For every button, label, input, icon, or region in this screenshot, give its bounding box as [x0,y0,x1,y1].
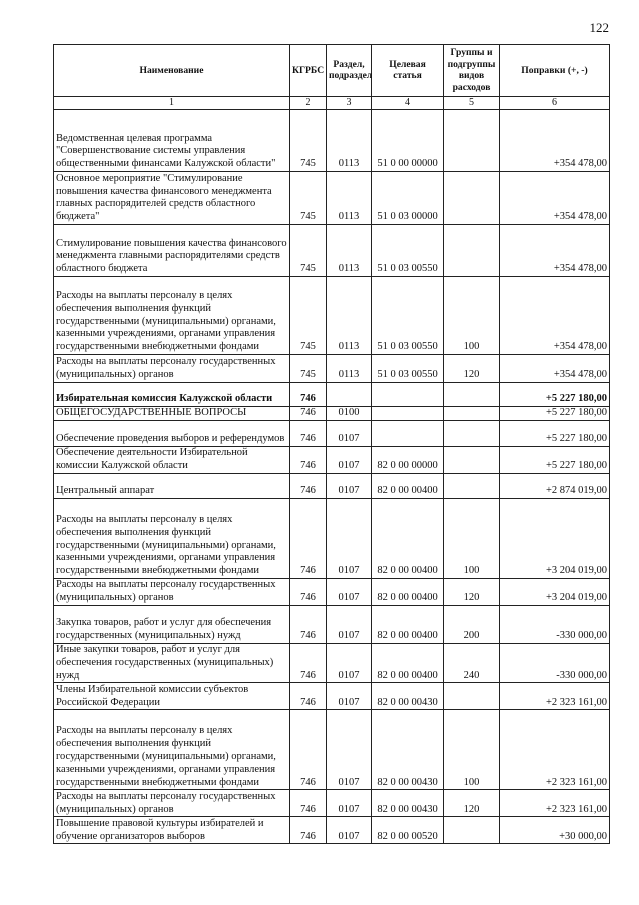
row-amount: -330 000,00 [500,606,610,644]
row-amount: +5 227 180,00 [500,407,610,421]
row-kgrbs: 745 [290,277,327,355]
row-amount: +354 478,00 [500,172,610,225]
page-number: 122 [589,20,609,35]
row-target: 82 0 00 00400 [372,579,444,606]
row-group [444,172,500,225]
column-number: 6 [500,96,610,109]
row-name: Расходы на выплаты персоналу государственных (муниципальных) органов [54,790,290,817]
row-amount: +3 204 019,00 [500,579,610,606]
row-section: 0113 [327,225,372,277]
table-row [54,790,610,817]
row-target: 82 0 00 00430 [372,790,444,817]
row-amount: -330 000,00 [500,644,610,683]
row-target: 82 0 00 00520 [372,817,444,844]
table-row [54,644,610,683]
row-name: Расходы на выплаты персоналу в целях обеспечения выполнения функций государственными (муниципальными) органами, казенными учреждениями, органами управления государственными внебюджетными фондами [54,277,290,355]
column-number: 5 [444,96,500,109]
row-name: Стимулирование повышения качества финансового менеджмента главными распорядителями средств областного бюджета [54,225,290,277]
row-group: 120 [444,355,500,383]
row-group [444,817,500,844]
column-number: 3 [327,96,372,109]
table-row [54,383,610,407]
row-name: Ведомственная целевая программа "Совершенствование системы управления общественными финансами Калужской области" [54,110,290,172]
row-section: 0107 [327,790,372,817]
table-row [54,172,610,225]
row-target: 82 0 00 00400 [372,644,444,683]
row-amount: +5 227 180,00 [500,421,610,447]
row-group [444,225,500,277]
row-name: Члены Избирательной комиссии субъектов Российской Федерации [54,683,290,710]
row-group: 100 [444,277,500,355]
row-kgrbs: 746 [290,407,327,421]
column-number: 4 [372,96,444,109]
row-section: 0107 [327,644,372,683]
row-kgrbs: 746 [290,790,327,817]
table-row [54,407,610,421]
row-kgrbs: 746 [290,606,327,644]
row-section: 0113 [327,110,372,172]
row-target: 51 0 03 00550 [372,225,444,277]
header-section: Раздел, подраздел [327,45,372,97]
column-number: 2 [290,96,327,109]
row-group: 120 [444,579,500,606]
row-kgrbs: 745 [290,355,327,383]
row-section [327,383,372,407]
row-target: 51 0 03 00000 [372,172,444,225]
row-name: Центральный аппарат [54,474,290,499]
row-kgrbs: 746 [290,710,327,790]
table-row [54,579,610,606]
row-group: 120 [444,790,500,817]
table-row [54,355,610,383]
row-amount: +354 478,00 [500,277,610,355]
row-name: Избирательная комиссия Калужской области [54,383,290,407]
row-target: 82 0 00 00400 [372,499,444,579]
row-section: 0107 [327,499,372,579]
row-name: Обеспечение деятельности Избирательной комиссии Калужской области [54,447,290,474]
row-amount: +2 874 019,00 [500,474,610,499]
row-target: 51 0 03 00550 [372,355,444,383]
header-groups: Группы и подгруппы видов расходов [444,45,500,97]
table-row [54,474,610,499]
table-row [54,817,610,844]
table-row [54,606,610,644]
row-section: 0100 [327,407,372,421]
row-group: 240 [444,644,500,683]
row-target: 82 0 00 00400 [372,474,444,499]
row-kgrbs: 746 [290,383,327,407]
row-amount: +30 000,00 [500,817,610,844]
row-amount: +354 478,00 [500,355,610,383]
row-amount: +2 323 161,00 [500,710,610,790]
table-row [54,683,610,710]
row-kgrbs: 746 [290,421,327,447]
table-row [54,447,610,474]
row-section: 0107 [327,474,372,499]
row-group [444,383,500,407]
row-name: Расходы на выплаты персоналу государственных (муниципальных) органов [54,355,290,383]
row-kgrbs: 746 [290,499,327,579]
row-name: Закупка товаров, работ и услуг для обеспечения государственных (муниципальных) нужд [54,606,290,644]
header-name: Наименование [54,45,290,97]
table-row [54,225,610,277]
row-name: Расходы на выплаты персоналу в целях обеспечения выполнения функций государственными (муниципальными) органами, казенными учреждениями, органами управления государственными внебюджетными фондами [54,499,290,579]
row-amount: +354 478,00 [500,225,610,277]
row-group [444,421,500,447]
row-name: Повышение правовой культуры избирателей и обучение организаторов выборов [54,817,290,844]
row-target: 82 0 00 00000 [372,447,444,474]
row-kgrbs: 746 [290,447,327,474]
row-amount: +3 204 019,00 [500,499,610,579]
row-section: 0107 [327,579,372,606]
row-section: 0113 [327,277,372,355]
row-name: Основное мероприятие "Стимулирование повышения качества финансового менеджмента главных распорядителей средств областного бюджета" [54,172,290,225]
table-row [54,110,610,172]
row-name: ОБЩЕГОСУДАРСТВЕННЫЕ ВОПРОСЫ [54,407,290,421]
row-amount: +2 323 161,00 [500,790,610,817]
table-row [54,421,610,447]
row-target: 51 0 00 00000 [372,110,444,172]
row-kgrbs: 745 [290,110,327,172]
row-target [372,421,444,447]
row-name: Иные закупки товаров, работ и услуг для обеспечения государственных (муниципальных) нужд [54,644,290,683]
row-group [444,447,500,474]
table-row [54,499,610,579]
row-amount: +2 323 161,00 [500,683,610,710]
row-kgrbs: 746 [290,644,327,683]
row-amount: +5 227 180,00 [500,447,610,474]
row-section: 0107 [327,683,372,710]
budget-table [53,44,610,844]
row-section: 0107 [327,606,372,644]
row-name: Расходы на выплаты персоналу в целях обеспечения выполнения функций государственными (муниципальными) органами, казенными учреждениями, органами управления государственными внебюджетными фондами [54,710,290,790]
row-target: 51 0 03 00550 [372,277,444,355]
row-name: Расходы на выплаты персоналу государственных (муниципальных) органов [54,579,290,606]
row-section: 0107 [327,421,372,447]
row-amount: +354 478,00 [500,110,610,172]
row-kgrbs: 746 [290,817,327,844]
row-group: 200 [444,606,500,644]
column-number: 1 [54,96,290,109]
header-target: Целевая статья [372,45,444,97]
row-group [444,110,500,172]
row-group [444,683,500,710]
row-section: 0113 [327,355,372,383]
row-group: 100 [444,499,500,579]
row-target [372,407,444,421]
row-kgrbs: 745 [290,172,327,225]
row-target [372,383,444,407]
row-kgrbs: 746 [290,579,327,606]
row-group [444,474,500,499]
table-row [54,277,610,355]
row-kgrbs: 746 [290,683,327,710]
row-group: 100 [444,710,500,790]
row-name: Обеспечение проведения выборов и референдумов [54,421,290,447]
table-row [54,710,610,790]
header-kgrbs: КГРБС [290,45,327,97]
row-target: 82 0 00 00400 [372,606,444,644]
header-amendments: Поправки (+, -) [500,45,610,97]
row-section: 0107 [327,447,372,474]
row-kgrbs: 746 [290,474,327,499]
row-amount: +5 227 180,00 [500,383,610,407]
row-target: 82 0 00 00430 [372,683,444,710]
row-target: 82 0 00 00430 [372,710,444,790]
row-group [444,407,500,421]
row-section: 0107 [327,710,372,790]
row-section: 0113 [327,172,372,225]
row-kgrbs: 745 [290,225,327,277]
row-section: 0107 [327,817,372,844]
